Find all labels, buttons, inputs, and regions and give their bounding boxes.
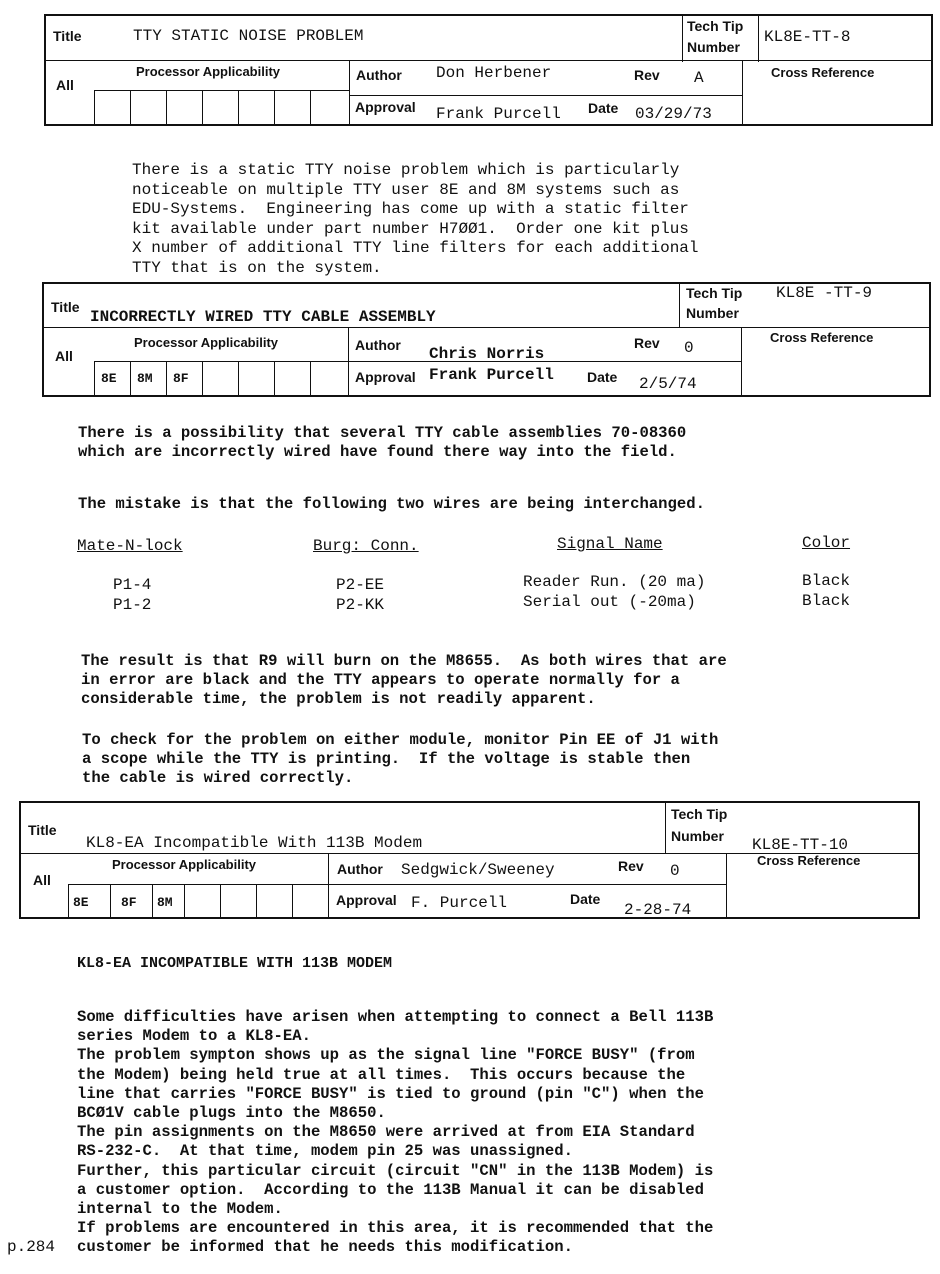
all-label: All (33, 872, 51, 888)
title-label: Title (51, 299, 80, 315)
table-cell: Black (802, 592, 851, 610)
date-label: Date (588, 100, 619, 116)
date-label: Date (587, 369, 618, 385)
table-header: Color (802, 534, 851, 552)
tip-2-result: The result is that R9 will burn on the M8655. As both wires that are in error are black and the TTY appears to operate normally for a considerable time, the problem is not readily apparent. (81, 652, 727, 709)
rev-value: 0 (684, 339, 694, 357)
cross-reference-label: Cross Reference (770, 330, 874, 345)
title-label: Title (28, 822, 57, 838)
tech-tip-label: Tech Tip (671, 806, 728, 822)
tip-title: TTY STATIC NOISE PROBLEM (133, 27, 364, 45)
author-label: Author (337, 861, 383, 877)
tip-number: KL8E -TT-9 (776, 284, 873, 302)
tech-tip-label: Tech Tip (687, 18, 744, 34)
author-value: Chris Norris (429, 345, 545, 363)
number-label: Number (686, 305, 739, 321)
approval-label: Approval (336, 892, 397, 908)
processor-cell: 8M (157, 895, 173, 910)
tip-2-intro: There is a possibility that several TTY cable assemblies 70-08360 which are incorrectly wired have found there way into the field. (78, 424, 687, 462)
author-value: Don Herbener (436, 64, 552, 82)
page-number: p.284 (7, 1238, 56, 1256)
processor-cell: 8F (121, 895, 137, 910)
approval-label: Approval (355, 369, 416, 385)
table-cell: P1-4 (113, 576, 152, 594)
table-cell: P2-KK (336, 596, 385, 614)
table-cell: P2-EE (336, 576, 385, 594)
author-label: Author (355, 337, 401, 353)
table-header: Burg: Conn. (313, 537, 419, 555)
approval-label: Approval (355, 99, 416, 115)
tip-number: KL8E-TT-10 (752, 836, 849, 854)
cross-reference-label: Cross Reference (757, 853, 861, 868)
title-label: Title (53, 28, 82, 44)
processor-applicability-label: Processor Applicability (112, 857, 257, 872)
tip-2-check: To check for the problem on either module, monitor Pin EE of J1 with a scope while the TTY is printing. If the voltage is stable then the cable is wired correctly. (82, 731, 719, 788)
tip-3-body: Some difficulties have arisen when attempting to connect a Bell 113B series Modem to a KL8-EA. The problem sympton shows up as the signal line "FORCE BUSY" (from the Modem) being held true at all times. This occurs because the line that carries "FORCE BUSY" is tied to ground (pin "C") when the BCØ1V cable plugs into the M8650. The pin assignments on the M8650 were arrived at from EIA Standard RS-232-C. At that time, modem pin 25 was unassigned. Further, this particular circuit (circuit "CN" in the 113B Modem) is a customer option. According to the 113B Manual it can be disabled internal to the Modem. If problems are encountered in this area, it is recommended that the customer be informed that he needs this modification. (77, 1008, 714, 1257)
date-label: Date (570, 891, 601, 907)
date-value: 2-28-74 (624, 901, 692, 919)
tip-title: INCORRECTLY WIRED TTY CABLE ASSEMBLY (90, 308, 436, 326)
date-value: 2/5/74 (639, 375, 697, 393)
author-value: Sedgwick/Sweeney (401, 861, 555, 879)
approval-value: Frank Purcell (436, 105, 561, 123)
tip-2-mistake: The mistake is that the following two wires are being interchanged. (78, 495, 705, 513)
table-cell: Reader Run. (20 ma) (523, 573, 706, 591)
processor-cell: 8E (73, 895, 89, 910)
all-label: All (55, 348, 73, 364)
processor-cell: 8F (173, 371, 189, 386)
tech-tip-label: Tech Tip (686, 285, 743, 301)
all-label: All (56, 77, 74, 93)
rev-value: A (694, 69, 704, 87)
processor-applicability-label: Processor Applicability (136, 64, 281, 79)
rev-label: Rev (634, 335, 660, 351)
table-header: Mate-N-lock (77, 537, 183, 555)
table-header: Signal Name (557, 535, 663, 553)
number-label: Number (687, 39, 740, 55)
approval-value: Frank Purcell (429, 366, 554, 384)
approval-value: F. Purcell (411, 894, 508, 912)
processor-cell: 8M (137, 371, 153, 386)
author-label: Author (356, 67, 402, 83)
rev-label: Rev (634, 67, 660, 83)
tip-title: KL8-EA Incompatible With 113B Modem (86, 834, 423, 852)
rev-value: 0 (670, 862, 680, 880)
rev-label: Rev (618, 858, 644, 874)
table-cell: Black (802, 572, 851, 590)
tip-3-heading: KL8-EA INCOMPATIBLE WITH 113B MODEM (77, 955, 393, 972)
tip-number: KL8E-TT-8 (764, 28, 851, 46)
processor-applicability-label: Processor Applicability (134, 335, 279, 350)
table-cell: P1-2 (113, 596, 152, 614)
tip-1-body: There is a static TTY noise problem which is particularly noticeable on multiple TTY user 8E and 8M systems such as EDU-Systems. Engineering has come up with a static filter kit available under part number H7ØØ1. Order one kit plus X number of additional TTY line filters for each additional TTY that is on the system. (132, 161, 699, 277)
processor-cell: 8E (101, 371, 117, 386)
table-cell: Serial out (-20ma) (523, 593, 696, 611)
cross-reference-label: Cross Reference (771, 65, 875, 80)
date-value: 03/29/73 (635, 105, 712, 123)
number-label: Number (671, 828, 724, 844)
